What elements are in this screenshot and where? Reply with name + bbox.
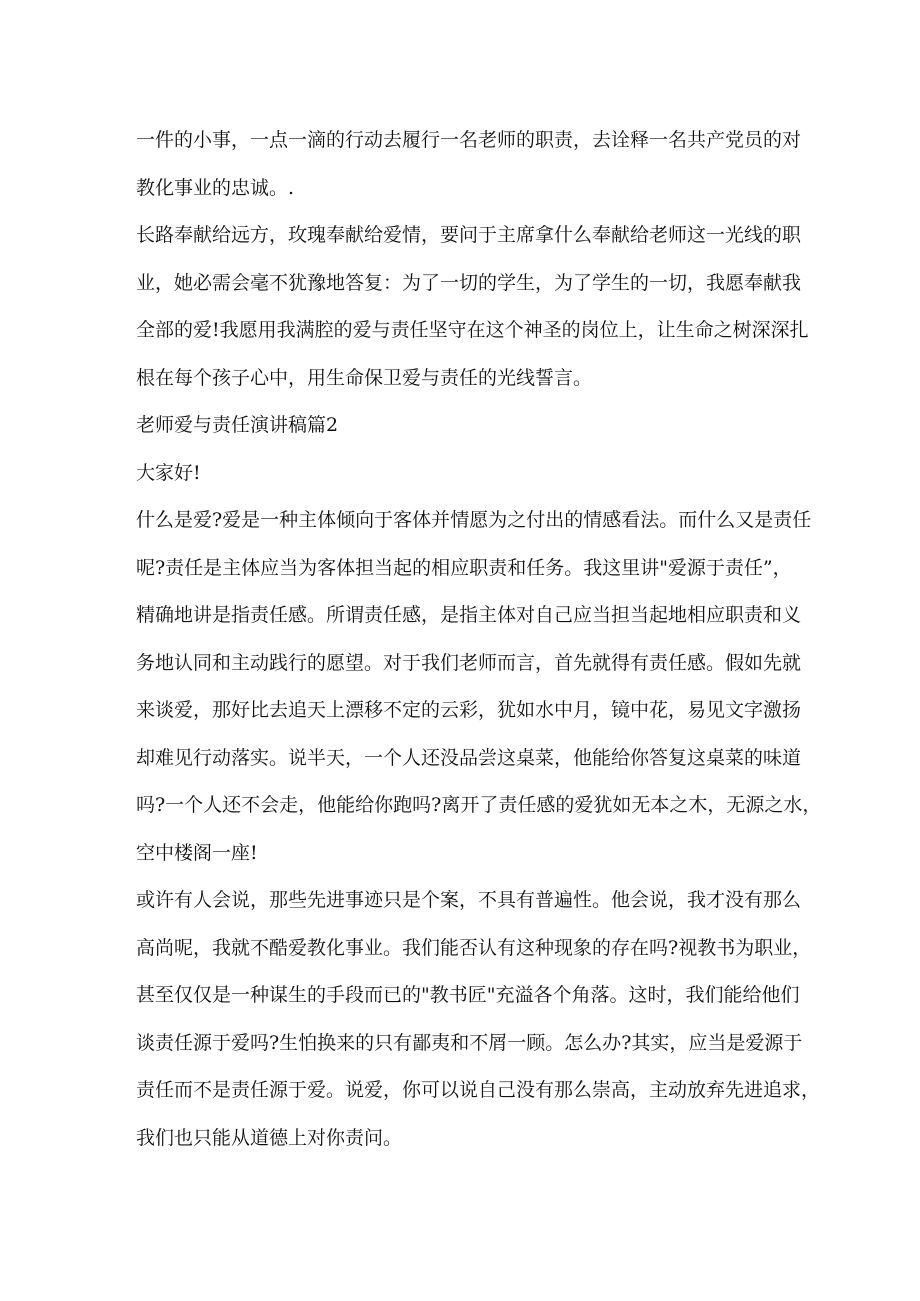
section-heading: 老师爱与责任演讲稿篇2 (136, 414, 339, 436)
text-line-22: 我们也只能从道德上对你责问。 (136, 1127, 403, 1149)
text-line-15: 吗?一个人还不会走，他能给你跑吗?离开了责任感的爱犹如无本之木，无源之水， (136, 794, 822, 816)
text-line-11: 精确地讲是指责任感。所谓责任感，是指主体对自己应当担当起地相应职责和义 (136, 604, 802, 626)
text-line-17: 或许有人会说，那些先进事迹只是个案，不具有普遍性。他会说，我才没有那么 (136, 889, 802, 911)
text-line-19: 甚至仅仅是一种谋生的手段而已的"教书匠"充溢各个角落。这时，我们能给他们 (136, 984, 800, 1006)
text-line-18: 高尚呢，我就不酷爱教化事业。我们能否认有这种现象的存在吗?视教书为职业， (136, 937, 812, 959)
text-line-6: 根在每个孩子心中，用生命保卫爱与责任的光线誓言。 (136, 367, 593, 389)
text-line-20: 谈责任源于爱吗?生怕换来的只有鄙夷和不屑一顾。怎么办?其实，应当是爱源于 (136, 1032, 803, 1054)
text-line-13: 来谈爱，那好比去追天上漂移不定的云彩，犹如水中月，镜中花，易见文字激扬 (136, 699, 802, 721)
text-line-5: 全部的爱!我愿用我满腔的爱与责任坚守在这个神圣的岗位上，让生命之树深深扎 (136, 319, 809, 341)
text-line-21: 责任而不是责任源于爱。说爱，你可以说自己没有那么崇高，主动放弃先进追求， (136, 1079, 821, 1101)
text-line-16: 空中楼阁一座! (136, 842, 258, 864)
text-line-10: 呢?责任是主体应当为客体担当起的相应职责和任务。我这里讲"爱源于责任”， (136, 557, 792, 579)
text-line-9: 什么是爱?爱是一种主体倾向于客体并情愿为之付出的情感看法。而什么又是责任 (136, 509, 812, 531)
greeting-line: 大家好! (136, 462, 201, 484)
text-line-14: 却难见行动落实。说半天，一个人还没品尝这桌菜，他能给你答复这桌菜的味道 (136, 747, 802, 769)
text-line-4: 业，她必需会毫不犹豫地答复：为了一切的学生，为了学生的一切，我愿奉献我 (136, 272, 802, 294)
text-line-1: 一件的小事，一点一滴的行动去履行一名老师的职责，去诠释一名共产党员的对 (136, 129, 802, 151)
text-line-2: 教化事业的忠诚。. (136, 177, 295, 199)
text-line-12: 务地认同和主动践行的愿望。对于我们老师而言，首先就得有责任感。假如先就 (136, 652, 802, 674)
text-line-3: 长路奉献给远方，玫瑰奉献给爱情，要问于主席拿什么奉献给老师这一光线的职 (136, 224, 802, 246)
